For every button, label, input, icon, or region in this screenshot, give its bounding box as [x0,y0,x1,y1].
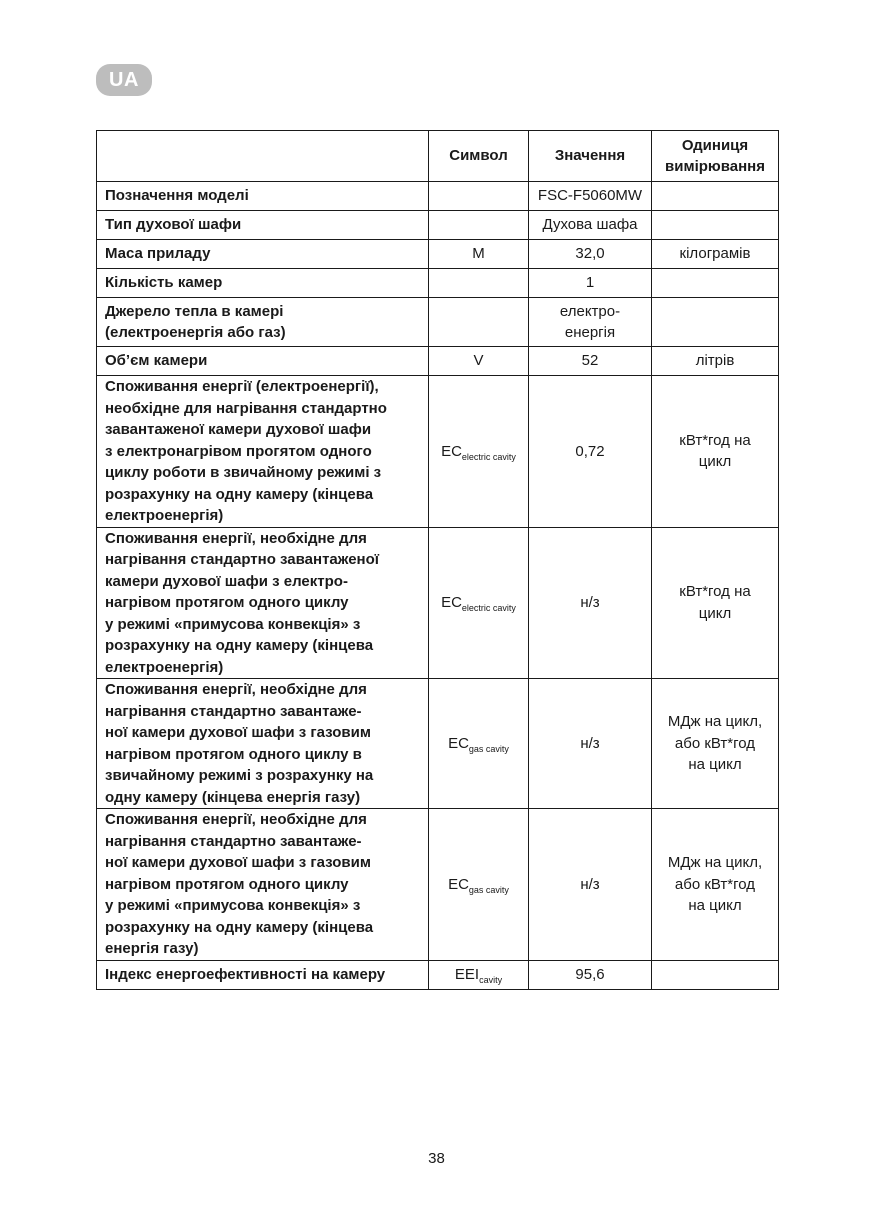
parameter-cell [97,269,429,298]
value-cell [529,679,652,809]
value-line: 52 [581,352,599,370]
value-line: н/з [580,734,600,752]
value-line: 95,6 [575,965,605,983]
unit-line: цикл [698,453,732,471]
unit-cell [652,211,779,240]
parameter-line: Споживання енергії, необхідне для [105,811,367,828]
value-cell [529,347,652,376]
parameter-cell [97,809,429,961]
parameter-line: Індекс енергоефективності на камеру [105,965,386,983]
parameter-line: нагрівання стандартно завантаже- [105,832,362,850]
parameter-line: розрахунку на одну камеру (кінцева [105,637,374,654]
parameter-line: нагрівом протягом одного циклу [105,594,349,611]
symbol-subscript: gas cavity [468,884,509,895]
symbol-text: M [472,245,485,263]
parameter-line: ної камери духової шафи з газовим [105,724,371,741]
symbol-text: EC [441,442,462,460]
value-line: Духова шафа [542,216,638,234]
symbol-cell [429,182,529,211]
symbol-cell [429,809,529,961]
parameter-line: електроенергія) [105,507,224,524]
table-header-row [97,131,779,182]
header-parameter [97,131,429,182]
parameter-line: (електроенергія або газ) [105,324,286,341]
value-cell [529,376,652,528]
parameter-cell [97,960,429,989]
parameter-line: необхідне для нагрівання стандартно [105,399,387,417]
value-line: 0,72 [575,442,605,460]
spec-table [96,130,779,990]
symbol-text: EEI [454,965,480,983]
unit-line: літрів [695,352,735,370]
symbol-cell [429,376,529,528]
page-number: 38 [428,1150,445,1167]
symbol-subscript: gas cavity [468,743,509,754]
value-cell [529,211,652,240]
value-line: 1 [585,274,595,292]
parameter-line: одну камеру (кінцева енергія газу) [105,788,361,806]
symbol-subscript: electric cavity [461,451,516,462]
symbol-cell [429,298,529,347]
unit-line: або кВт*год [674,875,756,893]
symbol-cell [429,960,529,989]
value-cell [529,240,652,269]
parameter-line: з електронагрівом прогятом одного [105,442,372,460]
unit-cell [652,809,779,961]
symbol-text: EC [448,875,469,893]
parameter-line: Тип духової шафи [105,216,242,234]
table-row [97,298,779,347]
symbol-text: EC [441,594,462,611]
symbol-subscript: electric cavity [461,603,516,613]
unit-line: на цикл [688,897,742,914]
value-cell [529,298,652,347]
parameter-line: звичайному режимі з розрахунку на [105,767,374,784]
unit-cell [652,527,779,679]
parameter-line: у режимі «примусова конвекція» з [105,615,361,633]
unit-line: МДж на цикл, [667,713,763,731]
symbol-cell [429,679,529,809]
unit-line: цикл [698,604,732,622]
value-cell [529,269,652,298]
parameter-line: нагрівання стандартно завантаже- [105,702,362,720]
unit-line: МДж на цикл, [667,854,763,871]
unit-cell [652,269,779,298]
parameter-line: Споживання енергії, необхідне для [105,529,367,547]
parameter-line: нагрівання стандартно завантаженої [105,551,379,568]
value-cell [529,809,652,961]
parameter-line: Кількість камер [105,274,223,292]
header-value: Значення [529,131,652,182]
unit-line: кілограмів [679,245,751,263]
header-unit-line: Одиниця [681,136,749,154]
value-line: 32,0 [575,245,605,263]
value-cell [529,182,652,211]
value-cell [529,527,652,679]
table-row [97,809,779,961]
parameter-line: Об’єм камери [105,352,208,370]
unit-line: або кВт*год [674,734,756,752]
parameter-line: завантаженої камери духової шафи [105,421,372,438]
value-line: FSC-F5060MW [537,187,643,205]
parameter-cell [97,182,429,211]
symbol-cell [429,240,529,269]
symbol-text: V [473,352,484,370]
table-row [97,182,779,211]
parameter-cell [97,211,429,240]
unit-cell [652,679,779,809]
value-cell [529,960,652,989]
parameter-line: розрахунку на одну камеру (кінцева [105,918,374,936]
unit-line: на цикл [688,756,742,774]
language-badge: UA [96,64,152,96]
header-symbol: Символ [429,131,529,182]
parameter-line: циклу роботи в звичайному режимі з [105,464,382,481]
header-unit [652,131,779,182]
parameter-cell [97,347,429,376]
value-line: електро- [559,302,621,320]
header-unit-line: вимірювання [665,158,765,175]
table-row [97,211,779,240]
parameter-line: ної камери духової шафи з газовим [105,854,371,871]
parameter-line: Позначення моделі [105,187,249,205]
symbol-cell [429,527,529,679]
parameter-cell [97,240,429,269]
parameter-line: електроенергія) [105,658,224,676]
value-line: н/з [580,594,600,611]
table-row [97,527,779,679]
symbol-cell [429,269,529,298]
parameter-line: камери духової шафи з електро- [105,572,348,590]
symbol-subscript: cavity [479,974,503,985]
parameter-cell [97,679,429,809]
unit-cell [652,376,779,528]
parameter-cell [97,376,429,528]
parameter-line: у режимі «примусова конвекція» з [105,897,361,914]
symbol-cell [429,211,529,240]
parameter-cell [97,527,429,679]
parameter-line: розрахунку на одну камеру (кінцева [105,485,374,503]
unit-cell [652,182,779,211]
unit-line: кВт*год на [679,583,751,601]
unit-cell [652,960,779,989]
unit-line: кВт*год на [679,431,751,449]
value-line: енергія [564,324,616,341]
parameter-cell [97,298,429,347]
symbol-text: EC [448,734,469,752]
unit-cell [652,347,779,376]
table-row [97,347,779,376]
table-row [97,960,779,989]
unit-cell [652,298,779,347]
table-row [97,269,779,298]
parameter-line: Споживання енергії, необхідне для [105,681,367,698]
table-row [97,679,779,809]
parameter-line: Джерело тепла в камері [105,302,284,320]
unit-cell [652,240,779,269]
table-row [97,376,779,528]
parameter-line: нагрівом протягом одного циклу в [105,745,362,763]
value-line: н/з [580,875,600,893]
parameter-line: нагрівом протягом одного циклу [105,875,349,893]
table-row [97,240,779,269]
parameter-line: Маса приладу [105,245,211,263]
parameter-line: енергія газу) [105,940,199,957]
parameter-line: Споживання енергії (електроенергії), [105,378,379,395]
symbol-cell [429,347,529,376]
